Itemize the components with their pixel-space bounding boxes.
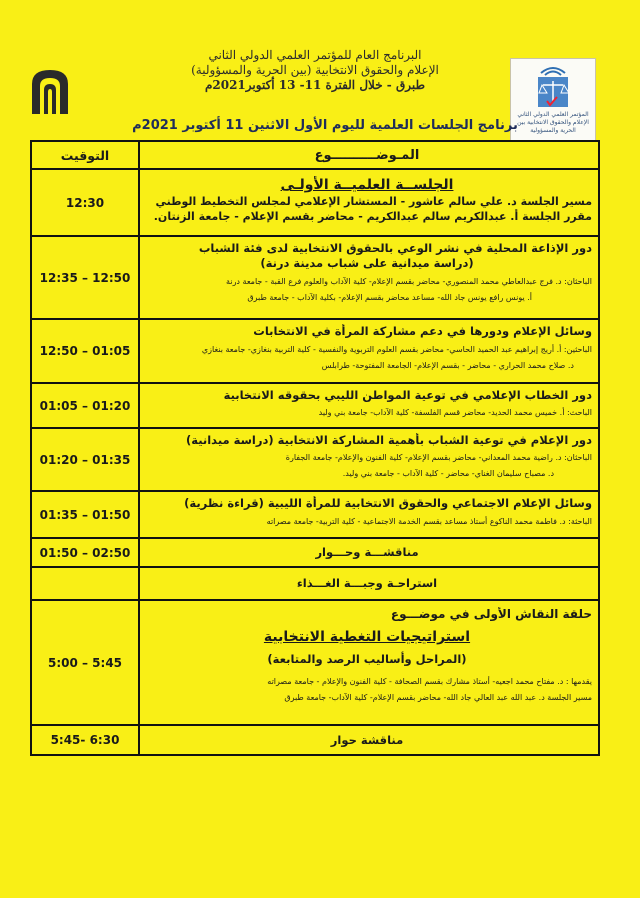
paper-title: وسائل الإعلام الاجتماعي والحقوق الانتخابية للمرأة الليبية (قراءة نظرية) (184, 496, 592, 510)
paper-authors: الباحثين: أ. أريج إبراهيم عبد الحميد الحاسي- محاضر بقسم العلوم التربوية والنفسية - كلية التربية بنغازي- جامعة بنغازي (201, 345, 592, 354)
paper-authors: د. صلاح محمد الحراري - محاضر - بقسم الإعلام- الجامعة المفتوحة- طرابلس (321, 361, 574, 370)
paper-authors: الباحثان: د. فرج عبدالعاطي محمد المنصوري- محاضر بقسم الإعلام- كلية الآداب والعلوم فرع القبة - جامعة درنة (226, 277, 592, 286)
header-time: التوقيت (60, 147, 110, 163)
session-chair: مسير الجلسة د. علي سالم عاشور - المستشار الإعلامي لمجلس التخطيط الوطني (155, 195, 592, 208)
row-time: 01:05 – 01:20 (39, 398, 131, 413)
table-row (32, 492, 598, 539)
row-time: 01:20 – 01:35 (39, 452, 131, 467)
session-title: الجلســة العلميــة الأولـى (280, 177, 454, 193)
conference-header (150, 48, 480, 93)
row-time: 12:30 (65, 195, 105, 210)
schedule-table (30, 140, 600, 756)
paper-title: وسائل الإعلام ودورها في دعم مشاركة المرأة في الانتخابات (253, 324, 592, 338)
row-time (32, 568, 138, 599)
panel-subtitle: (المراحل وأساليب الرصد والمتابعة) (267, 652, 467, 666)
row-time: 12:35 – 12:50 (39, 270, 131, 285)
row-time: 01:50 – 02:50 (39, 545, 131, 560)
conference-logo-left (28, 66, 72, 116)
table-row (32, 429, 598, 492)
table-row (32, 601, 598, 726)
row-time: 5:45- 6:30 (50, 733, 120, 747)
session-rapporteur: مقرر الجلسة أ. عبدالكريم سالم عبدالكريم - محاضر بقسم الإعلام - جامعة الزنتان. (153, 210, 592, 223)
paper-title: دور الإعلام في توعية الشباب بأهمية المشاركة الانتخابية (دراسة ميدانية) (186, 433, 592, 447)
scales-icon (511, 61, 595, 117)
paper-authors: أ. يونس رافع يونس جاد الله- مساعد محاضر بقسم الإعلام- بكلية الآداب - جامعة طبرق (247, 293, 532, 302)
header-topic: المـوضــــــــــوع (314, 147, 420, 163)
table-row (32, 568, 598, 601)
paper-title: دور الخطاب الإعلامي في توعية المواطن الليبي بحقوقه الانتخابية (223, 388, 592, 402)
table-row (32, 384, 598, 429)
paper-authors: الباحثان: د. راضية محمد المعداني- محاضر بقسم الإعلام- كلية الفنون والإعلام- جامعة الجفارة (285, 453, 592, 462)
table-row (32, 320, 598, 384)
panel-chair: مسير الجلسة د. عبد الله عبد العالي جاد الله- محاضر بقسم الإعلام- كلية الآداب- جامعة طبرق (284, 693, 592, 702)
table-row (32, 170, 598, 237)
paper-authors: الباحثة: د. فاطمة محمد الناكوع أستاذ مساعد بقسم الخدمة الاجتماعية - كلية التربية- جامعة مصراته (266, 517, 592, 526)
day-program-title: برنامج الجلسات العلمية لليوم الأول الاثنين 11 أكتوبر 2021م (132, 118, 518, 133)
table-header-row (32, 142, 598, 170)
header-line-2: الإعلام والحقوق الانتخابية (بين الحرية والمسؤولية) (191, 63, 439, 77)
table-row (32, 237, 598, 320)
header-line-1: البرنامج العام للمؤتمر العلمي الدولي الثاني (208, 48, 422, 62)
row-time: 01:35 – 01:50 (39, 507, 131, 522)
panel-intro: حلقة النقاش الأولى في موضـــوع (390, 607, 592, 621)
paper-authors: د. مصباح سليمان الغناي- محاضر - كلية الآداب - جامعة بني وليد. (342, 469, 554, 478)
paper-subtitle: (دراسة ميدانية على شباب مدينة درنة) (260, 256, 474, 270)
lunch-break-label: استراحـة وجبـــة الغـــذاء (296, 576, 438, 590)
paper-authors: الباحث: أ. خميس محمد الحديد- محاضر قسم الفلسفة- كلية الآداب- جامعة بني وليد (318, 408, 592, 417)
discussion-label: مناقشة حوار (330, 732, 404, 747)
panel-title: استراتيجيات التغطية الانتخابية (263, 629, 471, 645)
paper-title: دور الإذاعة المحلية في نشر الوعي بالحقوق الانتخابية لدى فئة الشباب (198, 241, 592, 255)
header-line-3: طبرق - خلال الفترة 11- 13 أكتوبر2021م (204, 78, 426, 92)
logo-caption: المؤتمر العلمي الدولي الثاني الإعلام والحقوق الانتخابية بين الحرية والمسؤولية (517, 111, 589, 134)
row-time: 5:00 – 5:45 (47, 655, 123, 670)
panel-presenter: يقدمها : د. مفتاح محمد اجعيه- أستاذ مشارك بقسم الصحافة - كلية الفنون والإعلام - جامعة مصراته (267, 677, 592, 686)
table-row (32, 726, 598, 754)
discussion-label: مناقشـــة وحـــوار (315, 545, 419, 559)
table-row (32, 539, 598, 568)
row-time: 12:50 – 01:05 (39, 344, 131, 358)
